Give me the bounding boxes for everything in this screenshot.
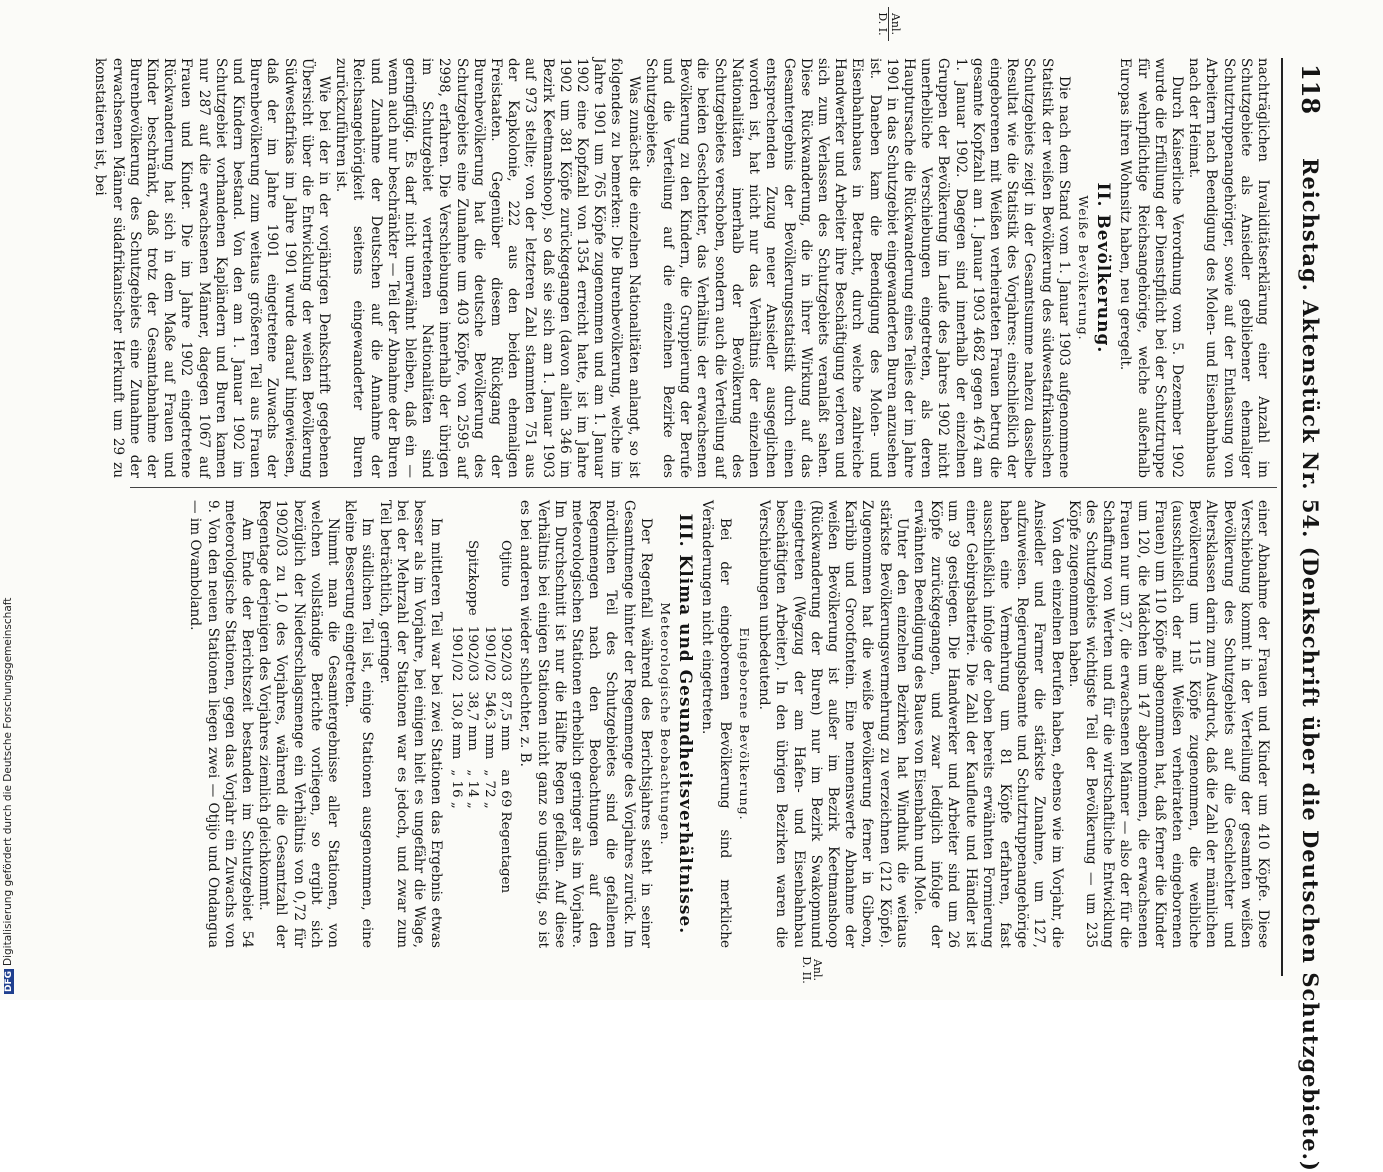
paragraph: Der Regenfall während des Berichtsjahres steht in seiner Gesamtmenge hinter der Regenmenge des Vorjahres zurück. Im nördlichen Teil des Schutzgebietes sind die gefallenen Regenmengen nach den Beobachtungen auf den meteorologischen Stationen erheblich geringer als im Vorjahre. Im Durchschnitt ist nur die Hälfte Regen gefallen. Auf diese Verhältnis bei einigen Stationen nicht ganz so ungünstig, so ist es bei anderen wieder schlechter, z. B.: [517, 500, 654, 948]
dfg-logo: DFG: [4, 970, 14, 992]
table-cell: an 69 Regentagen: [498, 769, 514, 894]
left-column: [92, 58, 1271, 478]
paragraph: Durch Kaiserliche Verordnung vom 5. Dezember 1902 wurde die Erfüllung der Dienstpflicht bei der Schutztruppe für wehrpflichtige Reichsangehörige, welche außerhalb Europas ihren Wohnsitz haben, neu geregelt.: [1117, 58, 1185, 478]
table-row: [497, 540, 514, 903]
column-divider: [130, 487, 1277, 488]
table-cell: [480, 540, 497, 626]
table-cell: 130,8 mm: [448, 691, 464, 760]
table-cell: „ 16 „: [448, 769, 464, 809]
paragraph: Wie bei der in der vorjährigen Denkschrift gegebenen Übersicht über die Entwicklung der weißen Bevölkerung Südwestafrikas im Jahre 1901 wurde darauf hingewiesen, daß der im Jahre 1901 eingetretene Zuwachs der Burenbevölkerung zum weitaus größeren Teil aus Frauen und Kindern bestand. Von den am 1. Januar 1902 im Schutzgebiet vorhandenen Kapländern und Buren kamen nur 287 auf die erwachsenen Männer, dagegen 1067 auf Frauen und Kinder. Die im Jahre 1902 eingetretene Rückwanderung hat sich in dem Maße auf Frauen und Kinder beschränkt, daß trotz der Gesamtabnahme der Burenbevölkerung des Schutzgebiets eine Zunahme der erwachsenen Männer südafrikanischer Herkunft um 29 zu konstatieren ist, bei: [92, 58, 333, 478]
paragraph: Was zunächst die einzelnen Nationalitäten anlangt, so ist folgendes zu bemerken: Die Burenbevölkerung, welche im Jahre 1901 um 765 Köpfe zugenommen und am 1. Januar 1902 eine Kopfzahl von 1354 erreicht hatte, ist im Jahre 1902 um 381 Köpfe zurückgegangen (davon allein 346 im Bezirk Keetmanshoop), so daß sie sich am 1. Januar 1903 auf 973 stellte; von der letzteren Zahl stammten 751 aus der Kapkolonie, 222 aus den beiden ehemaligen Freistaaten. Gegenüber diesem Rückgang der Burenbevölkerung hat die deutsche Bevölkerung des Schutzgebiets eine Zunahme um 403 Köpfe, von 2595 auf 2998, erfahren. Die Verschiebungen innerhalb der übrigen im Schutzgebiet vertretenen Nationalitäten sind geringfügig. Es darf nicht unerwähnt bleiben, daß ein — wenn auch nur beschränkter — Teil der Abnahme der Buren und Zunahme der Deutschen auf die Annahme der Reichsangehörigkeit seitens eingewanderter Buren zurückzuführen ist.: [333, 58, 642, 478]
paragraph: Bei der eingeborenen Bevölkerung sind merkliche Veränderungen nicht eingetreten.: [699, 500, 733, 948]
subheading: Eingeborene Bevölkerung.: [736, 627, 752, 821]
rainfall-table: [447, 540, 513, 903]
section-heading: II. Bevölkerung.: [1093, 182, 1114, 354]
margin-note-ref: D. I.: [876, 12, 889, 36]
subheading: Weiße Bevölkerung.: [1075, 195, 1091, 341]
paragraph: einer Abnahme der Frauen und Kinder um 410 Köpfe. Diese Verschiebung kommt in der Verteilung der gesamten weißen Bevölkerung des Schutzgebiets auf die Geschlechter und Altersklassen darin zum Ausdruck, daß die Zahl der männlichen Bevölkerung um 115 Köpfe zugenommen, die weibliche (ausschließlich der mit Weißen verheirateten eingeborenen Frauen) um 110 Köpfe abgenommen hat, daß ferner die Kinder um 120, die Mädchen um 147 abgenommen, die erwachsenen Frauen nur um 37, die erwachsenen Männer — also der für die Schaffung von Werten und für die wirtschaftliche Entwicklung des Schutzgebiets wichtigste Teil der Bevölkerung — um 235 Köpfe zugenommen haben.: [1065, 500, 1271, 948]
page-title: Reichstag. Aktenstück Nr. 54. (Denkschrift über die Deutschen Schutzgebiete.): [1298, 158, 1323, 1172]
paragraph: Unter den einzelnen Bezirken hat Windhuk die weitaus stärkste Bevölkerungsvermehrung zu verzeichnen (212 Köpfe). Zugenommen hat die weiße Bevölkerung ferner in Gibeon, Karibib und Grootfontein. Eine nennenswerte Abnahme der weißen Bevölkerung ist außer im Bezirk Keetmanshoop (Rückwanderung der Buren) nur im Bezirk Swakopmund eingetreten (Wegzug der am Hafen- und Eisenbahnbau beschäftigten Arbeiter). In den übrigen Bezirken waren die Verschiebungen unbedeutend.: [756, 500, 910, 948]
digitization-note: [2, 598, 14, 994]
table-cell: 1902/03: [465, 625, 481, 682]
subheading: Meteorologische Beobachtungen.: [658, 602, 674, 846]
paragraph: Die nach dem Stand vom 1. Januar 1903 aufgenommene Statistik der weißen Bevölkerung des südwestafrikanischen Schutzgebiets zeigt in der Gesamtsumme nahezu dasselbe Resultat wie die Statistik des Vorjahres: einschließlich der eingeborenen mit Weißen verheirateten Frauen betrug die gesamte Kopfzahl am 1. Januar 1903 4682 gegen 4674 am 1. Januar 1902. Dagegen sind innerhalb der einzelnen Gruppen der Bevölkerung im Laufe des Jahres 1902 nicht unerhebliche Verschiebungen eingetreten, als deren Hauptursache die Rückwanderung eines Teiles der im Jahre 1901 in das Schutzgebiet eingewanderten Buren anzusehen ist. Daneben kam die Beendigung des Molen- und Eisenbahnbaues in Betracht, durch welche zahlreiche Handwerker und Arbeiter ihre Beschäftigung verloren und sich zum Verlassen des Schutzgebiets veranlaßt sahen. Diese Rückwanderung, die in ihrer Wirkung auf das Gesamtergebnis der Bevölkerungsstatistik durch einen entsprechenden Zuzug neuer Ansiedler ausgeglichen worden ist, hat nicht nur das Verhältnis der einzelnen Nationalitäten innerhalb der Bevölkerung des Schutzgebietes verschoben, sondern auch die Verteilung auf die beiden Geschlechter, das Verhältnis der erwachsenen Bevölkerung zu den Kindern, die Gruppierung der Berufe und die Verteilung auf die einzelnen Bezirke des Schutzgebietes.: [642, 58, 1072, 478]
table-cell: 1901/02: [448, 625, 464, 682]
table-cell: Otjituo: [498, 540, 514, 587]
table-cell: [447, 540, 464, 626]
table-row: [447, 540, 464, 903]
table-cell: „ 72 „: [481, 769, 497, 809]
table-cell: 1902/03: [498, 625, 514, 682]
margin-note-anl: Anl.: [811, 958, 824, 982]
table-cell: 38,7 mm: [465, 691, 481, 751]
page-number: 118: [1296, 64, 1325, 115]
margin-note-ref: D. II.: [800, 956, 813, 984]
table-cell: Spitzkoppe: [465, 540, 481, 616]
section-heading: III. Klima und Gesundheitsverhältnisse.: [675, 513, 696, 935]
table-cell: 87,5 mm: [498, 691, 514, 751]
paragraph: Im südlichen Teil ist, einige Stationen ausgenommen, eine kleine Besserung eingetreten.: [342, 500, 376, 948]
paragraph: Am Ende der Berichtszeit bestanden im Schutzgebiet 54 meteorologische Stationen, gegen das Vorjahr ein Zuwachs von 9. Von den neuen Stationen liegen zwei — Otjijo und Ondangua — im Ovamboland.: [187, 500, 256, 948]
margin-note-left: [877, 4, 901, 44]
margin-note-anl: Anl.: [889, 12, 902, 36]
table-cell: 546,3 mm: [481, 691, 497, 760]
paragraph: nachträglichen Invaliditätserklärung einer Anzahl im Schutzgebiete als Ansiedler gebliebener ehemaliger Schutztruppenangehöriger, sowie auf der Entlassung von Arbeitern nach Beendigung des Molen- und Eisenbahnbaus nach der Heimat.: [1186, 58, 1271, 478]
table-row: [464, 540, 481, 903]
paragraph: Im mittleren Teil war bei zwei Stationen das Ergebnis etwas besser als im Vorjahre, bei einigen hielt es ungefähr die Wage, bei der Mehrzahl der Stationen war es jedoch, und zwar zum Teil beträchtlich, geringer.: [376, 500, 445, 948]
table-row: [480, 540, 497, 903]
header-rule: [1281, 58, 1283, 976]
table-cell: 1901/02: [481, 625, 497, 682]
margin-note-right: [801, 950, 823, 990]
digitization-text: Digitalisierung gefördert durch die Deutsche Forschungsgemeinschaft: [2, 597, 14, 966]
right-column: [128, 500, 1271, 948]
page-header: [1285, 0, 1325, 1172]
paragraph: Nimmt man die Gesamtergebnisse aller Stationen, von welchen vollständige Berichte vorliegen, so ergibt sich bezüglich der Niederschlagsmenge ein Verhältnis von 0,72 für 1902/03 zu 1,0 des Vorjahres, während die Gesamtzahl der Regentage derjenigen des Vorjahres ziemlich gleichkommt.: [256, 500, 342, 948]
table-cell: „ 14 „: [465, 769, 481, 809]
paragraph: Von den einzelnen Berufen haben, ebenso wie im Vorjahr, die Ansiedler und Farmer die stärkste Zunahme, um 127, aufzuweisen. Regierungsbeamte und Schutztruppenangehörige haben eine Vermehrung um 81 Köpfe erfahren, fast ausschließlich infolge der oben bereits erwähnten Formierung einer Gebirgsbatterie. Die Zahl der Kaufleute und Händler ist um 39 gestiegen. Die Handwerker und Arbeiter sind um 26 Köpfe zurückgegangen, und zwar lediglich infolge der erwähnten Beendigung des Baues von Eisenbahn und Mole.: [910, 500, 1065, 948]
